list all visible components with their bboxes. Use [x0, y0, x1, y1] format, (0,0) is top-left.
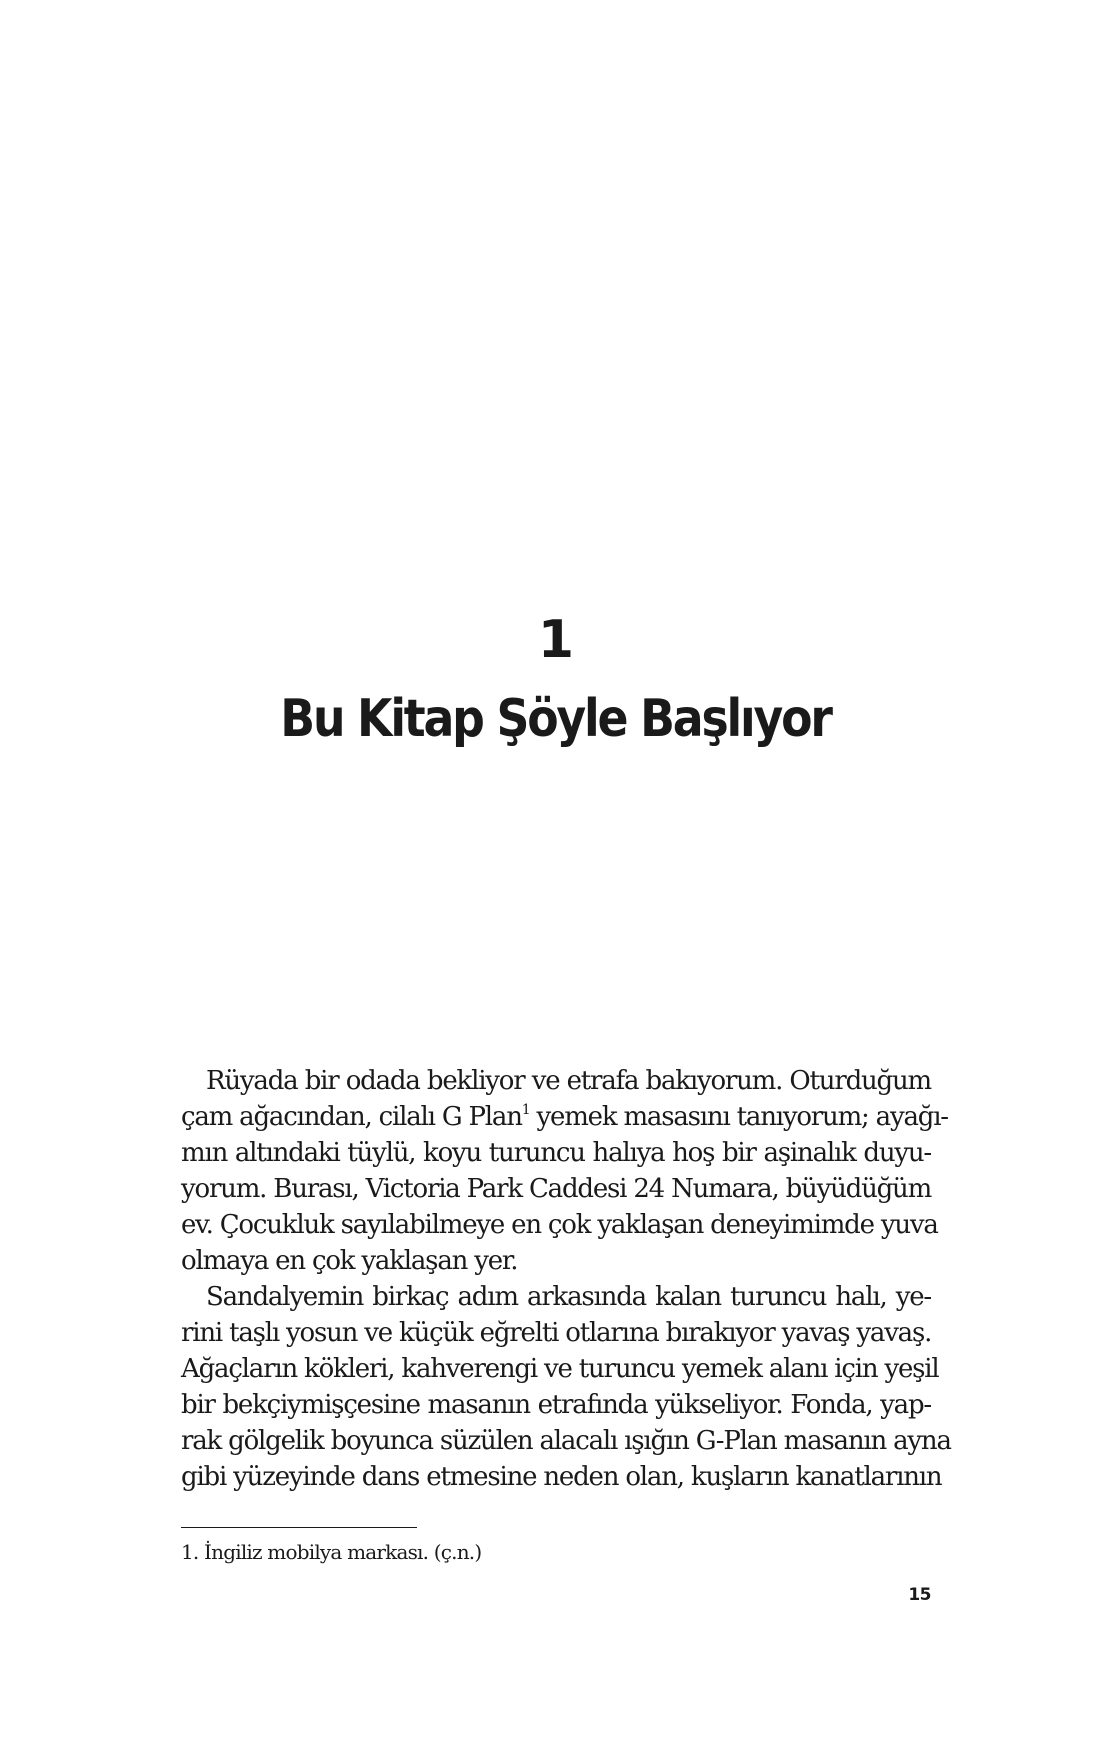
body-line: Rüyada bir odada bekliyor ve etrafa bakıyorum. Oturduğum — [206, 1066, 931, 1096]
body-line: olmaya en çok yaklaşan yer. — [181, 1246, 518, 1276]
body-line: mın altındaki tüylü, koyu turuncu halıya hoş bir aşinalık duyu- — [181, 1138, 931, 1168]
body-line: yorum. Burası, Victoria Park Caddesi 24 Numara, büyüdüğüm — [181, 1174, 932, 1204]
body-line: gibi yüzeyinde dans etmesine neden olan, kuşların kanatlarının — [181, 1462, 942, 1492]
footnote-reference: 1 — [521, 1102, 530, 1118]
body-line-part: çam ağacından, cilalı G Plan — [181, 1102, 522, 1132]
chapter-title: Bu Kitap Şöyle Başlıyor — [280, 689, 831, 749]
body-line: ev. Çocukluk sayılabilmeye en çok yaklaşan deneyimimde yuva — [181, 1210, 938, 1240]
body-line: bir bekçiymişçesine masanın etrafında yükseliyor. Fonda, yap- — [181, 1390, 931, 1420]
body-line-with-footnote — [181, 1099, 948, 1135]
body-line: Ağaçların kökleri, kahverengi ve turuncu yemek alanı için yeşil — [181, 1354, 939, 1384]
body-line: rak gölgelik boyunca süzülen alacalı ışığın G-Plan masanın ayna — [181, 1426, 951, 1456]
chapter-number: 1 — [537, 610, 574, 670]
body-line: rini taşlı yosun ve küçük eğrelti otlarına bırakıyor yavaş yavaş. — [181, 1318, 932, 1348]
body-text — [181, 1063, 951, 1495]
body-line: Sandalyemin birkaç adım arkasında kalan turuncu halı, ye- — [206, 1282, 931, 1312]
footnote-divider — [181, 1527, 417, 1528]
body-line-part: yemek masasını tanıyorum; ayağı- — [529, 1102, 948, 1132]
page-number: 15 — [908, 1585, 931, 1605]
footnote: 1. İngiliz mobilya markası. (ç.n.) — [181, 1540, 482, 1564]
